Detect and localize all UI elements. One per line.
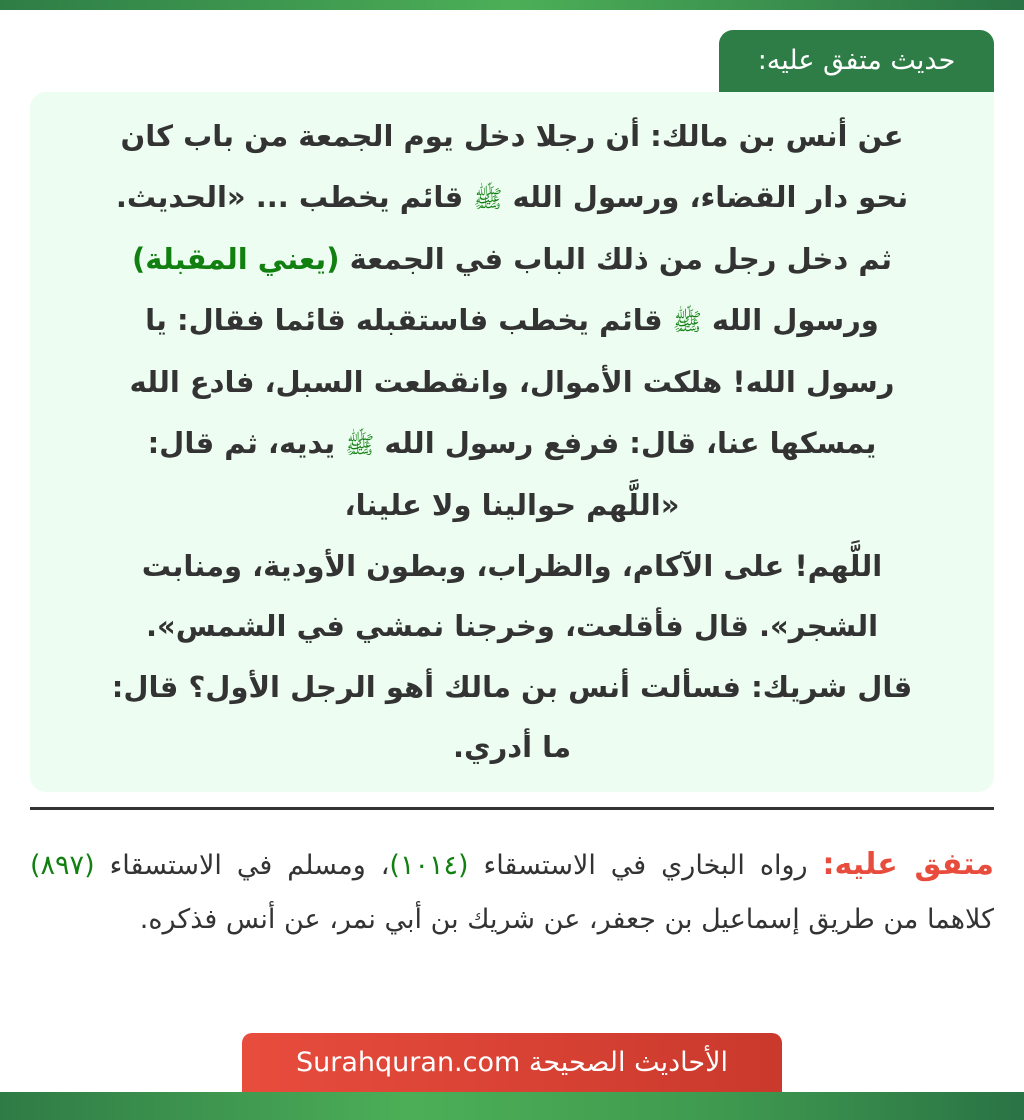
hadith-line: الشجر». قال فأقلعت، وخرجنا نمشي في الشمس».	[145, 609, 879, 643]
pbuh-ligature-icon: ﷺ	[345, 430, 375, 459]
hadith-line: عن أنس بن مالك: أن رجلا دخل يوم الجمعة من باب كان	[120, 119, 904, 153]
hadith-type-label: حديث متفق عليه:	[757, 45, 956, 76]
hadith-line: رسول الله! هلكت الأموال، وانقطعت السبل، فادع الله	[129, 365, 895, 399]
hadith-text-card	[30, 92, 994, 792]
pbuh-ligature-icon: ﷺ	[473, 184, 503, 213]
clarification-note: (يعني المقبلة)	[132, 242, 340, 276]
bukhari-reference-number: (١٠١٤)	[389, 850, 469, 881]
takhrij-text: رواه البخاري في الاستسقاء	[483, 850, 808, 881]
hadith-line: اللَّهم! على الآكام، والظراب، وبطون الأودية، ومنابت	[141, 548, 883, 583]
takhrij-paragraph	[30, 838, 994, 947]
site-footer-badge[interactable]	[242, 1033, 782, 1092]
top-accent-bar	[0, 0, 1024, 10]
hadith-line: «اللَّهم حوالينا ولا علينا،	[344, 488, 680, 522]
hadith-line: نحو دار القضاء، ورسول الله ﷺ قائم يخطب ... «الحديث.	[115, 179, 909, 214]
hadith-type-heading	[719, 30, 994, 92]
site-footer-label: الأحاديث الصحيحة Surahquran.com	[296, 1047, 728, 1078]
pbuh-ligature-icon: ﷺ	[672, 307, 702, 336]
takhrij-text: ، ومسلم في الاستسقاء	[109, 850, 390, 881]
hadith-text	[70, 106, 954, 778]
hadith-line: يمسكها عنا، قال: فرفع رسول الله ﷺ يديه، ثم قال:	[147, 425, 877, 460]
hadith-line: ما أدري.	[452, 730, 572, 764]
hadith-line: ثم دخل رجل من ذلك الباب في الجمعة (يعني المقبلة)	[132, 242, 892, 276]
bottom-accent-bar	[0, 1092, 1024, 1120]
takhrij-text: كلاهما من طريق إسماعيل بن جعفر، عن شريك بن أبي نمر، عن أنس فذكره.	[139, 904, 994, 935]
hadith-line: قال شريك: فسألت أنس بن مالك أهو الرجل الأول؟ قال:	[111, 669, 913, 704]
takhrij-label: متفق عليه:	[822, 847, 994, 882]
muslim-reference-number: (٨٩٧)	[30, 850, 95, 881]
section-divider	[30, 807, 994, 810]
hadith-line: ورسول الله ﷺ قائم يخطب فاستقبله قائما فقال: يا	[145, 302, 879, 337]
